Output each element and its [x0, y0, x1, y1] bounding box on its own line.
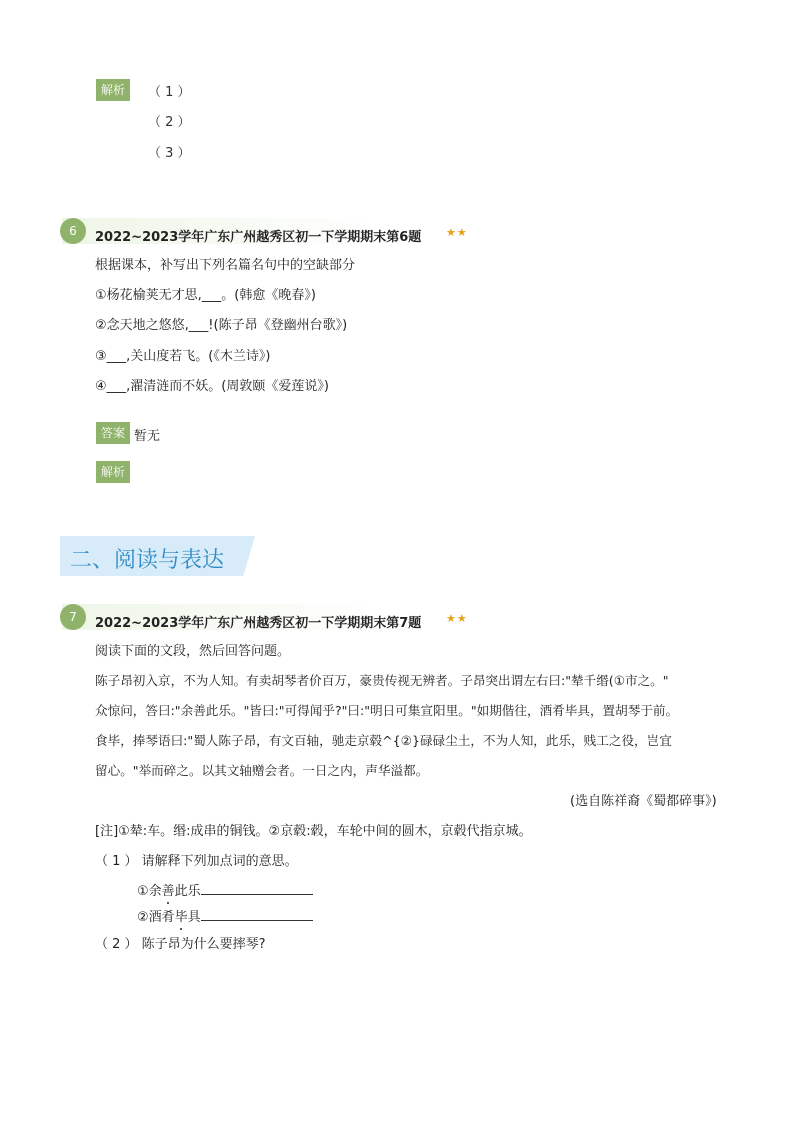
sub-question-2: （ 2 ） 陈子昂为什么要摔琴?: [95, 937, 266, 952]
question-line: ②念天地之悠悠,___!(陈子昂《登幽州台歌》): [95, 318, 348, 333]
vocab-item-2: [137, 906, 313, 925]
vocab-item-text: ①余: [137, 884, 162, 899]
sub-question-2: （ 2 ）: [148, 115, 191, 130]
question-prompt: 阅读下面的文段，然后回答问题。: [95, 644, 291, 659]
passage-line: 留心。"举而碎之。以其文轴赠会者。一日之内，声华溢都。: [95, 763, 429, 778]
vocab-item-1: [137, 880, 313, 899]
sub-question-1: （ 1 ）: [148, 85, 191, 100]
dotted-word: 毕: [174, 910, 188, 925]
question-number-badge: 7: [60, 604, 86, 630]
analysis-tag: 解析: [96, 461, 130, 483]
question-title: 2022~2023学年广东广州越秀区初一下学期期末第7题: [95, 616, 422, 631]
question-prompt: 根据课本，补写出下列名篇名句中的空缺部分: [95, 258, 356, 273]
passage-source: (选自陈祥裔《蜀都碎事》): [570, 794, 717, 809]
vocab-item-text: 具: [187, 910, 201, 925]
analysis-tag: 解析: [96, 79, 130, 101]
passage-note: [注]①辇:车。缗:成串的铜钱。②京毂:毂，车轮中间的圆木，京毂代指京城。: [95, 824, 532, 839]
passage-line: 众惊问，答曰:"余善此乐。"皆曰:"可得闻乎?"曰:"明日可集宣阳里。"如期偕往，酒肴毕具，置胡琴于前。: [95, 703, 679, 718]
sub-question-3: （ 3 ）: [148, 146, 191, 161]
answer-text: 暂无: [134, 429, 161, 444]
question-number-badge: 6: [60, 218, 86, 244]
difficulty-stars: ★★: [446, 612, 468, 625]
vocab-item-text: 此乐: [174, 884, 201, 899]
answer-tag: 答案: [96, 422, 130, 444]
question-title: 2022~2023学年广东广州越秀区初一下学期期末第6题: [95, 230, 422, 245]
answer-blank[interactable]: [201, 908, 313, 921]
answer-blank[interactable]: [201, 882, 313, 895]
passage-line: 食毕，捧琴语曰:"蜀人陈子昂，有文百轴，驰走京毂^{②}碌碌尘土，不为人知，此乐，贱工之役，岂宜: [95, 733, 672, 748]
question-line: ④___,濯清涟而不妖。(周敦颐《爱莲说》): [95, 379, 329, 394]
difficulty-stars: ★★: [446, 226, 468, 239]
question-line: ③___,关山度若飞。(《木兰诗》): [95, 349, 271, 364]
passage-line: 陈子昂初入京，不为人知。有卖胡琴者价百万，豪贵传视无辨者。子昂突出谓左右曰:"辇千缗(①市之。": [95, 673, 669, 688]
vocab-item-text: ②酒肴: [137, 910, 175, 925]
question-line: ①杨花榆荚无才思,___。(韩愈《晚春》): [95, 288, 316, 303]
section-title: 二、阅读与表达: [70, 548, 225, 573]
sub-question-1: （ 1 ） 请解释下列加点词的意思。: [95, 854, 298, 869]
dotted-word: 善: [161, 884, 175, 899]
